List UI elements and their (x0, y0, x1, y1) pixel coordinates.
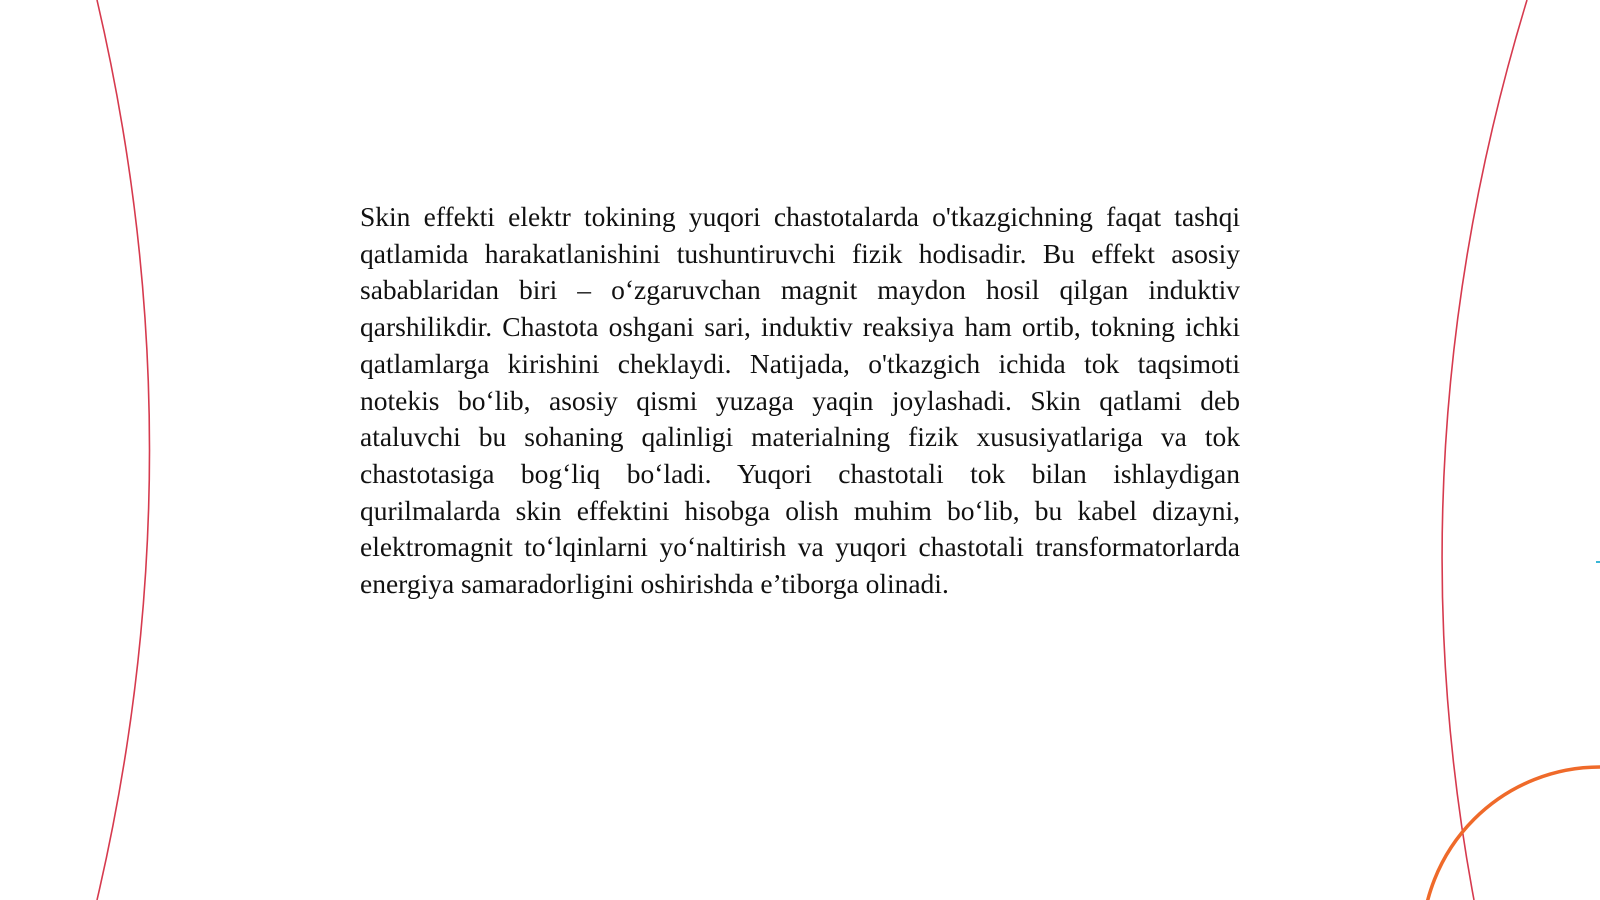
corner-decor-arc (1422, 767, 1600, 900)
body-paragraph: Skin effekti elektr tokining yuqori chastotalarda o'tkazgichning faqat tashqi qatlamida harakatlanishini tushuntiruvchi fizik hodisadir. Bu effekt asosiy sabablaridan biri – o‘zgaruvchan magnit maydon hosil qilgan induktiv qarshilikdir. Chastota oshgani sari, induktiv reaksiya ham ortib, tokning ichki qatlamlarga kirishini cheklaydi. Natijada, o'tkazgich ichida tok taqsimoti notekis bo‘lib, asosiy qismi yuzaga yaqin joylashadi. Skin qatlami deb ataluvchi bu sohaning qalinligi materialning fizik xususiyatlariga va tok chastotasiga bog‘liq bo‘ladi. Yuqori chastotali tok bilan ishlaydigan qurilmalarda skin effektini hisobga olish muhim bo‘lib, bu kabel dizayni, elektromagnit to‘lqinlarni yo‘naltirish va yuqori chastotali transformatorlarda energiya samaradorligini oshirishda e’tiborga olinadi. (360, 201, 1240, 600)
right-decor-curve (1442, 0, 1527, 900)
left-decor-curve (97, 0, 150, 900)
